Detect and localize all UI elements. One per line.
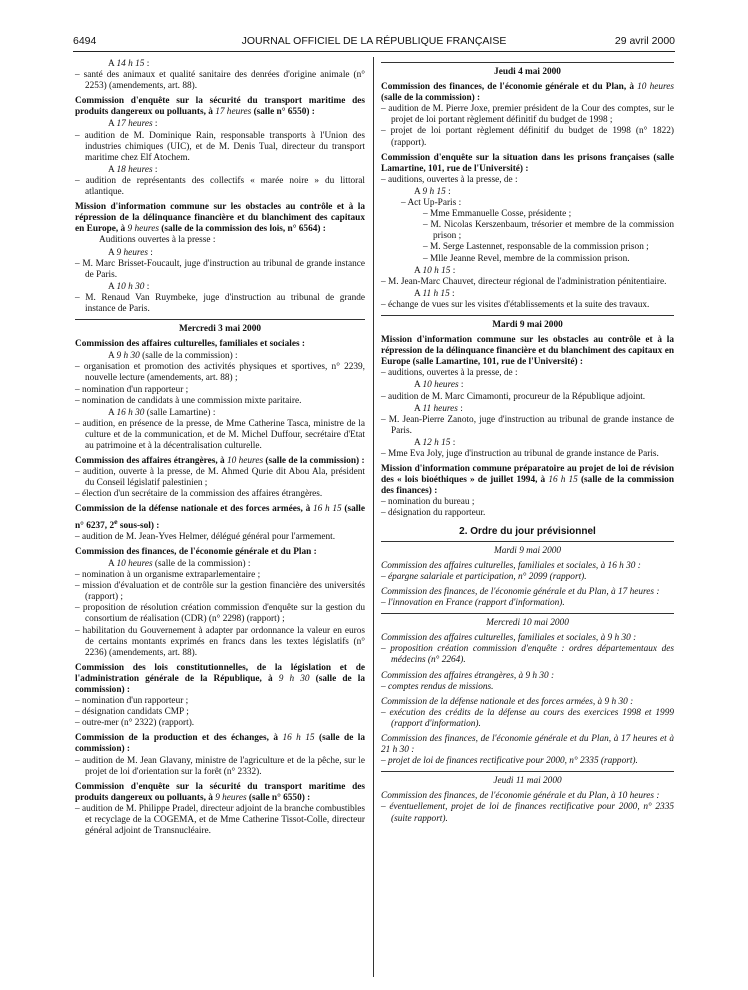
commission-heading: Commission des finances, de l'économie générale et du Plan, à 17 heures : (381, 586, 660, 597)
agenda-item: – M. Renaud Van Ruymbeke, juge d'instruction au tribunal de grande instance de Paris. (75, 292, 365, 314)
commission-heading: Commission de la défense nationale et des forces armées, à 16 h 15 (salle n° 6237, 2e sous-sol) : (75, 504, 366, 531)
date-rule (381, 771, 674, 772)
agenda-item: – projet de loi portant règlement définitif du budget de 1998 (n° 1822) (rapport). (381, 126, 674, 148)
commission-heading: Commission des affaires étrangères, à 9 h 30 : (381, 670, 555, 681)
date-heading: Mercredi 3 mai 2000 (75, 324, 365, 335)
agenda-item: – nomination du bureau ; (381, 497, 475, 508)
date-rule (75, 319, 365, 320)
agenda-subitem: – M. Nicolas Kerszenbaum, trésorier et membre de la commission prison ; (423, 220, 674, 242)
agenda-subitem: – M. Serge Lastennet, responsable de la commission prison ; (423, 242, 649, 253)
agenda-item: – proposition de résolution création commission d'enquête sur la gestion du consortium de réalisation (CDR) (n° 2298) (rapport) ; (75, 603, 365, 625)
date-heading: Mardi 9 mai 2000 (381, 546, 674, 557)
agenda-subitem: – Mlle Jeanne Revel, membre de la commission prison. (423, 253, 630, 264)
session-note: Auditions ouvertes à la presse : (99, 235, 216, 246)
agenda-item: – mission d'évaluation et de contrôle sur la gestion financière des universités (rapport) ; (75, 581, 365, 603)
commission-heading: Mission d'information commune sur les obstacles au contrôle et à la répression de la délinquance financière et du blanchiment des capitaux en Europe, à 9 heures (salle de la commission des lois, n° 6564) : (75, 202, 365, 235)
agenda-item: – nomination à un organisme extraparlementaire ; (75, 570, 261, 581)
agenda-item: – audition de M. Pierre Joxe, premier président de la Cour des comptes, sur le projet de loi portant règlement définitif du budget de 1998 ; (381, 104, 674, 126)
agenda-item: – Act Up-Paris : (401, 198, 462, 209)
date-heading: Jeudi 11 mai 2000 (381, 776, 674, 787)
agenda-item: – organisation et promotion des activités physiques et sportives, n° 2239, nouvelle lecture (amendements, art. 88) ; (75, 362, 365, 384)
right-column (381, 58, 674, 825)
commission-heading: Commission des lois constitutionnelles, de la législation et de l'administration générale de la République, à 9 h 30 (salle de la commission) : (75, 662, 365, 695)
agenda-item: – audition de M. Jean Glavany, ministre de l'agriculture et de la pêche, sur le projet de loi d'orientation sur la forêt (n° 2332). (75, 755, 365, 777)
time-slot: A 10 h 30 : (108, 281, 150, 292)
agenda-item: – audition de représentants des collectifs « marée noire » du littoral atlantique. (75, 175, 365, 198)
date-rule (381, 541, 674, 542)
time-slot: A 11 heures : (414, 403, 463, 414)
commission-heading: Commission d'enquête sur la situation dans les prisons françaises (salle Lamartine, 101, rue de l'Université) : (381, 152, 674, 174)
agenda-item: – auditions, ouvertes à la presse, de : (381, 174, 518, 185)
time-slot: A 10 heures : (414, 380, 464, 391)
commission-heading: Commission d'enquête sur la sécurité du transport maritime des produits dangereux ou polluants, à 9 heures (salle n° 6550) : (75, 781, 365, 803)
commission-heading: Commission des affaires culturelles, familiales et sociales, à 9 h 30 : (381, 633, 637, 644)
agenda-item: – audition de M. Jean-Yves Helmer, délégué général pour l'armement. (75, 531, 336, 542)
commission-heading: Commission de la production et des échanges, à 16 h 15 (salle de la commission) : (75, 733, 366, 755)
agenda-item: – santé des animaux et qualité sanitaire des denrées d'origine animale (n° 2253) (amendements, art. 88). (75, 70, 365, 92)
commission-heading: Commission des affaires étrangères, à 10 heures (salle de la commission) : (75, 456, 365, 467)
agenda-item: – audition de M. Philippe Pradel, directeur adjoint de la branche combustibles et recyclage de la COGEMA, et de Mme Catherine Tissot-Colle, directeur général adjoint de Transnucléaire. (75, 803, 365, 837)
date-rule (381, 315, 674, 316)
date-heading: Mercredi 10 mai 2000 (381, 618, 674, 629)
agenda-item: – exécution des crédits de la défense au cours des exercices 1998 et 1999 (rapport d'information). (381, 707, 674, 729)
time-slot: A 9 heures : (108, 247, 153, 258)
agenda-item: – désignation candidats CMP ; (75, 707, 189, 718)
time-slot: A 14 h 15 : (108, 59, 150, 69)
agenda-item: – désignation du rapporteur. (381, 508, 486, 519)
agenda-subitem: – Mme Emmanuelle Cosse, présidente ; (423, 209, 572, 220)
agenda-item: – M. Jean-Pierre Zanoto, juge d'instruction au tribunal de grande instance de Paris. (381, 414, 674, 436)
agenda-item: – audition, en présence de la presse, de Mme Catherine Tasca, ministre de la culture et de la communication, et de M. Michel Duffour, secrétaire d'Etat au patrimoine et à la décentralisation culturelle. (75, 418, 365, 451)
agenda-item: – proposition création commission d'enquête : ordres départementaux des médecins (n° 2264). (381, 644, 674, 666)
section-title: 2. Ordre du jour prévisionnel (459, 525, 596, 537)
header-rule (73, 51, 675, 52)
commission-heading: Commission des finances, de l'économie générale et du Plan, à 17 heures et à 21 h 30 : (381, 733, 674, 756)
commission-heading: Mission d'information commune sur les obstacles au contrôle et à la répression de la délinquance financière et du blanchiment des capitaux en Europe (salle Lamartine, 101, rue de l'Université) : (381, 335, 674, 368)
agenda-item: – audition de M. Marc Cimamonti, procureur de la République adjoint. (381, 391, 646, 402)
agenda-item: – l'innovation en France (rapport d'information). (381, 598, 565, 609)
agenda-item: – outre-mer (n° 2322) (rapport). (75, 718, 195, 729)
commission-heading: Commission des finances, de l'économie générale et du Plan, à 10 heures (salle de la commission) : (381, 82, 675, 104)
agenda-item: – éventuellement, projet de loi de finances rectificative pour 2000, n° 2335 (suite rapport). (381, 802, 674, 824)
date-rule (381, 613, 674, 614)
agenda-item: – échange de vues sur les visites d'établissements et la suite des travaux. (381, 299, 650, 310)
commission-heading: Commission d'enquête sur la sécurité du transport maritime des produits dangereux ou polluants, à 17 heures (salle n° 6550) : (75, 96, 365, 118)
commission-heading: Commission de la défense nationale et des forces armées, à 9 h 30 : (381, 696, 634, 707)
date-heading: Jeudi 4 mai 2000 (381, 67, 674, 78)
left-column (75, 58, 365, 837)
commission-heading: Commission des finances, de l'économie générale et du Plan : (75, 546, 317, 557)
agenda-item: – nomination d'un rapporteur ; (75, 384, 189, 395)
agenda-item: – nomination d'un rapporteur ; (75, 696, 189, 707)
issue-date: 29 avril 2000 (614, 35, 675, 47)
agenda-item: – auditions, ouvertes à la presse, de : (381, 368, 518, 379)
agenda-item: – nomination de candidats à une commission mixte paritaire. (75, 395, 302, 406)
date-rule (381, 62, 674, 63)
agenda-item: – Mme Eva Joly, juge d'instruction au tribunal de grande instance de Paris. (381, 449, 659, 459)
agenda-item: – M. Marc Brisset-Foucault, juge d'instruction au tribunal de grande instance de Paris. (75, 258, 365, 280)
time-slot: A 10 h 15 : (414, 265, 456, 276)
time-slot: A 18 heures : (108, 164, 158, 175)
agenda-item: – audition, ouverte à la presse, de M. Ahmed Qurie dit Abou Ala, président du Conseil législatif palestinien ; (75, 467, 365, 489)
journal-title: JOURNAL OFFICIEL DE LA RÉPUBLIQUE FRANÇAISE (241, 35, 507, 47)
agenda-item: – élection d'un secrétaire de la commission des affaires étrangères. (75, 489, 323, 500)
time-slot: A 17 heures : (108, 119, 158, 130)
agenda-item: – M. Jean-Marc Chauvet, directeur régional de l'administration pénitentiaire. (381, 276, 667, 287)
time-slot: A 11 h 15 : (414, 288, 455, 299)
commission-heading: Mission d'information commune préparatoire au projet de loi de révision des « lois bioéthiques » de juillet 1994, à 16 h 15 (salle de la commission des finances) : (381, 464, 674, 497)
time-slot: A 12 h 15 : (414, 437, 456, 448)
agenda-item: – épargne salariale et participation, n° 2099 (rapport). (381, 571, 587, 582)
time-slot: A 16 h 30 (salle Lamartine) : (108, 407, 216, 418)
time-slot: A 9 h 30 (salle de la commission) : (108, 351, 238, 362)
commission-heading: Commission des affaires culturelles, familiales et sociales, à 16 h 30 : (381, 560, 641, 571)
commission-heading: Commission des affaires culturelles, familiales et sociales : (75, 339, 305, 350)
agenda-item: – audition de M. Dominique Rain, responsable transports à l'Union des industries chimiques (UIC), et de M. Denis Tual, directeur du transport maritime chez Elf Atochem. (75, 130, 365, 163)
time-slot: A 10 heures (salle de la commission) : (108, 558, 251, 569)
time-slot: A 9 h 15 : (414, 186, 451, 197)
page-number: 6494 (73, 35, 97, 47)
page-header (73, 35, 675, 51)
agenda-item: – projet de loi de finances rectificative pour 2000, n° 2335 (rapport). (381, 756, 638, 767)
commission-heading: Commission des finances, de l'économie générale et du Plan, à 10 heures : (381, 791, 660, 802)
agenda-item: – habilitation du Gouvernement à adapter par ordonnance la valeur en euros de certains montants exprimés en francs dans les textes législatifs (n° 2236) (amendements, art. 88). (75, 625, 365, 658)
column-divider (373, 57, 374, 977)
date-heading: Mardi 9 mai 2000 (381, 320, 674, 331)
agenda-item: – comptes rendus de missions. (381, 681, 494, 692)
